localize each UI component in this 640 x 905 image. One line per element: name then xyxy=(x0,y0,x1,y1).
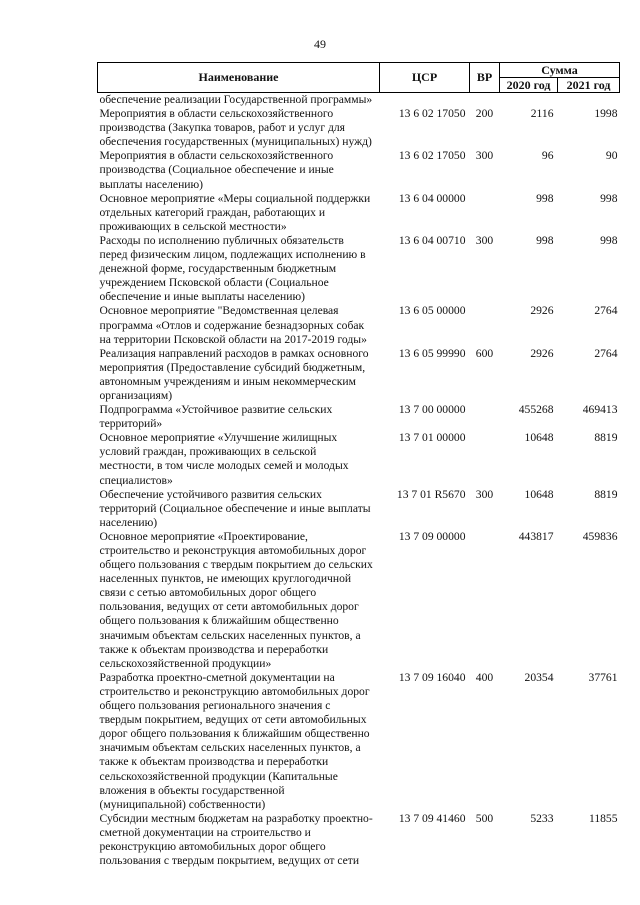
row-csr: 13 6 04 00000 xyxy=(398,191,466,205)
header-sum: Сумма xyxy=(500,63,620,78)
table-row xyxy=(98,234,620,304)
row-sum-2021: 2764 xyxy=(594,304,618,318)
table-row xyxy=(98,149,620,191)
row-name: Мероприятия в области сельскохозяйственного производства (Закупка товаров, работ и услуг для обеспечения государственных (муниципальных) нужд) xyxy=(99,107,372,149)
row-name: Расходы по исполнению публичных обязательств перед физическим лицом, подлежащих исполнению в денежной форме, государственным бюджетным учреждением Псковской области (Социальное обеспечение и иные выплаты населению) xyxy=(99,233,366,304)
budget-table xyxy=(97,62,620,868)
row-sum-2020: 2926 xyxy=(530,346,554,360)
row-csr: 13 6 02 17050 xyxy=(398,107,466,121)
row-csr xyxy=(380,93,470,108)
header-csr: ЦСР xyxy=(380,63,470,93)
table-row xyxy=(98,107,620,149)
row-name: Основное мероприятие «Меры социальной поддержки отдельных категорий граждан, работающих и проживающих в сельской местности» xyxy=(99,191,371,233)
table-row xyxy=(98,192,620,234)
row-csr: 13 7 01 R5670 xyxy=(396,487,466,501)
table-row xyxy=(98,431,620,487)
row-vr xyxy=(470,431,500,487)
row-vr xyxy=(470,403,500,431)
row-sum-2021: 998 xyxy=(600,233,618,247)
row-vr: 300 xyxy=(475,487,494,501)
row-sum-2021: 11855 xyxy=(588,811,618,825)
row-sum-2021: 459836 xyxy=(582,529,618,543)
table-row xyxy=(98,488,620,530)
row-name: Основное мероприятие «Проектирование, строительство и реконструкция автомобильных дорог общего пользования с твердым покрытием до сельских населенных пунктов, не имеющих круглогодичной связи с сетью автомобильных дорог общего пользования, ведущих от сети автомобильных дорог общего пользования к ближайшим общественно значимым объектам сельских населенных пунктов, а также к объектам производства и переработки сельскохозяйственной продукции» xyxy=(99,529,373,670)
row-name: Подпрограмма «Устойчивое развитие сельских территорий» xyxy=(99,403,333,431)
row-sum-2021: 1998 xyxy=(594,107,618,121)
row-csr: 13 7 09 16040 xyxy=(398,670,466,684)
table-body xyxy=(98,93,620,869)
table-row xyxy=(98,530,620,671)
table-header xyxy=(98,63,620,93)
row-csr: 13 6 05 00000 xyxy=(398,304,466,318)
row-csr: 13 7 01 00000 xyxy=(398,431,466,445)
table-row xyxy=(98,347,620,403)
row-name: Мероприятия в области сельскохозяйственного производства (Социальное обеспечение и иные выплаты населению) xyxy=(99,149,334,191)
row-sum-2021: 37761 xyxy=(588,670,618,684)
row-sum-2021: 469413 xyxy=(582,403,618,417)
row-sum-2020: 20354 xyxy=(524,670,554,684)
row-vr: 300 xyxy=(475,149,494,163)
row-name: Основное мероприятие «Улучшение жилищных условий граждан, проживающих в сельской местности, в том числе молодых семей и молодых специалистов» xyxy=(99,431,349,487)
row-sum-2021: 998 xyxy=(600,191,618,205)
header-vr: ВР xyxy=(470,63,500,93)
row-sum-2020: 455268 xyxy=(518,403,554,417)
row-vr: 600 xyxy=(475,346,494,360)
row-sum-2021 xyxy=(558,93,620,108)
row-name: Реализация направлений расходов в рамках основного мероприятия (Предоставление субсидий бюджетным, автономным учреждениям и иным некоммерческим организациям) xyxy=(99,346,369,402)
table-row xyxy=(98,403,620,431)
row-sum-2021: 8819 xyxy=(594,487,618,501)
row-csr: 13 7 09 41460 xyxy=(398,811,466,825)
row-vr xyxy=(470,530,500,671)
row-name: Основное мероприятие "Ведомственная целевая программа «Отлов и содержание безнадзорных собак на территории Псковской области на 2017-2019 годы» xyxy=(99,304,367,346)
table-row xyxy=(98,93,620,108)
row-sum-2021: 90 xyxy=(605,149,618,163)
table-row xyxy=(98,671,620,812)
page-number: 49 xyxy=(314,37,326,51)
row-sum-2020: 998 xyxy=(536,233,554,247)
row-sum-2020: 96 xyxy=(541,149,554,163)
header-name: Наименование xyxy=(98,63,380,93)
row-name: обеспечение реализации Государственной программы» xyxy=(99,93,373,106)
row-sum-2020: 10648 xyxy=(524,487,554,501)
row-sum-2020: 2116 xyxy=(530,107,554,121)
row-sum-2021: 2764 xyxy=(594,346,618,360)
header-year-2021: 2021 год xyxy=(558,78,620,93)
row-sum-2020: 5233 xyxy=(530,811,554,825)
row-vr xyxy=(470,304,500,346)
row-sum-2020: 10648 xyxy=(524,431,554,445)
row-name: Субсидии местным бюджетам на разработку проектно-сметной документации на строительство и реконструкцию автомобильных дорог общего пользования с твердым покрытием, ведущих от сети xyxy=(99,811,373,868)
row-csr: 13 6 02 17050 xyxy=(398,149,466,163)
row-csr: 13 6 04 00710 xyxy=(398,233,466,247)
row-sum-2020 xyxy=(500,93,558,108)
row-vr xyxy=(470,192,500,234)
row-vr: 300 xyxy=(475,233,494,247)
table-row xyxy=(98,304,620,346)
row-sum-2021: 8819 xyxy=(594,431,618,445)
row-vr: 400 xyxy=(475,670,494,684)
row-name: Разработка проектно-сметной документации на строительство и реконструкцию автомобильных дорог общего пользования регионального значения с твердым покрытием, ведущих от сети автомобильных дорог общего пользования к ближайшим общественно значимым объектам сельских населенных пунктов, а также к объектам производства и переработки сельскохозяйственной продукции (Капитальные вложения в объекты государственной (муниципальной) собственности) xyxy=(99,670,370,811)
row-sum-2020: 443817 xyxy=(518,529,554,543)
row-name: Обеспечение устойчивого развития сельских территорий (Социальное обеспечение и иные выплаты населению) xyxy=(99,487,371,529)
header-year-2020: 2020 год xyxy=(500,78,558,93)
row-csr: 13 7 09 00000 xyxy=(398,529,466,543)
table-row xyxy=(98,812,620,868)
row-vr: 500 xyxy=(475,811,494,825)
row-sum-2020: 998 xyxy=(536,191,554,205)
row-vr xyxy=(470,93,500,108)
row-vr: 200 xyxy=(475,107,494,121)
row-csr: 13 6 05 99990 xyxy=(398,346,466,360)
row-csr: 13 7 00 00000 xyxy=(398,403,466,417)
row-sum-2020: 2926 xyxy=(530,304,554,318)
